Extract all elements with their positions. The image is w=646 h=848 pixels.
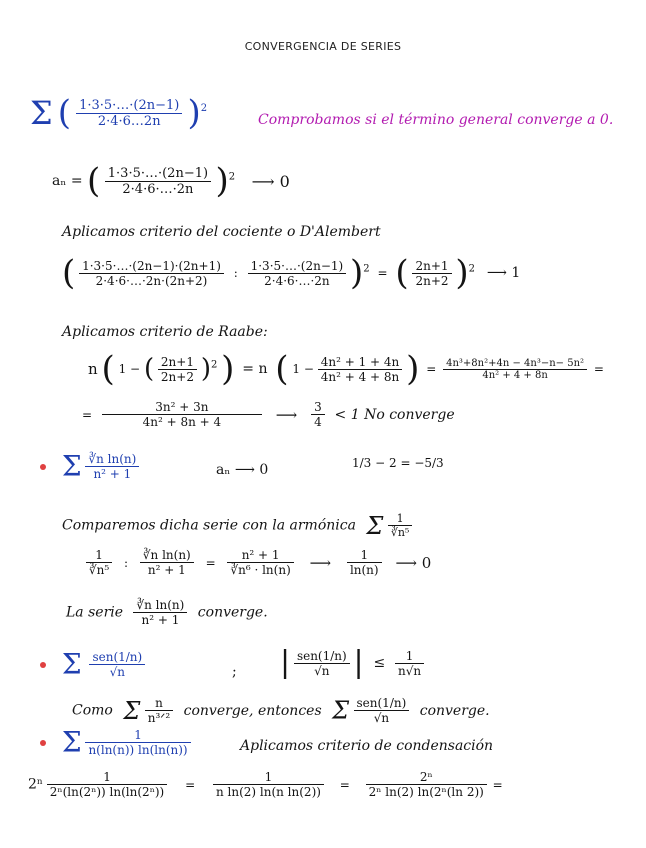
raabe-result-line: = $\frac{\text{3n² + 3n}}{\text{4n² + 8n + 4}}$ ⟶ $\frac{3}{4}$ < 1 No converge [82,400,455,429]
series-1: Σ ( $\frac{1\cdot 3\cdot 5\cdot\dots\cdot(2n-1)}{2\cdot 4\cdot 6\dots 2n}$ )$^2$ [30,93,208,133]
series-2: Σ $\frac{\text{∛n ln(n)}}{\text{n² + 1}}$ [40,452,139,481]
bullet-dot [40,464,46,470]
series-2-exponent-note: 1/3 − 2 = −5/3 [352,456,444,470]
note-converge-zero: Comprobamos si el término general converge a 0. [258,112,614,128]
conclusion-2: La serie $\frac{\text{∛n ln(n)}}{\text{n² + 1}}$ converge. [66,598,268,627]
bullet-dot [40,740,46,746]
series-1-fraction: $\frac{1\cdot 3\cdot 5\cdot\dots\cdot(2n-1)}{2\cdot 4\cdot 6\dots 2n}$ [76,98,182,129]
raabe-line: n ( 1 − ( $\frac{2n+1}{2n+2}$ )$^2$ ) = n ( 1 − $\frac{\text{4n² + 1 + 4n}}{\text{4n² + 4 + 8n}}$ ) = $\frac{\text{4n³+8n²+4n − 4n³−n− 5n²}}{\text{4n² + 4 + 8n}}$ = [88,349,604,389]
comparison-quotient: $\frac{1}{\text{∛n⁵}}$ : $\frac{\text{∛n ln(n)}}{\text{n² + 1}}$ = $\frac{\text{n² + 1}}{\text{∛n⁶ · ln(n)}}$ ⟶ $\frac{1}{\ln(n)}$ ⟶ 0 [86,548,431,577]
series-3: Σ $\frac{\text{sen(1/n)}}{√n}$ [40,650,145,679]
series-4: Σ $\frac{1}{n(\ln(n)) \ln(\ln(n))}$ [40,728,191,757]
series-2-an: aₙ ⟶ 0 [216,462,269,478]
cociente-line: ( $\frac{1\cdot 3\cdot 5\cdot\dots\cdot(2n-1)\cdot(2n+1)}{2\cdot 4\cdot 6\cdot\dots\cdot 2n\cdot(2n+2)}$ : $\frac{1\cdot 3\cdot 5\cdot\dots\cdot(2n-1)}{2\cdot 4\cdot 6\cdot\dots\cdot 2n}$ )$^2$ = ( $\frac{2n+1}{2n+2}$ )$^2$ ⟶ 1 [62,253,521,293]
sigma-symbol: Σ [30,94,53,132]
line-cociente: Aplicamos criterio del cociente o D'Alembert [62,224,381,240]
page-title: CONVERGENCIA DE SERIES [244,40,402,53]
conclusion-3: Como Σ $\frac{n}{\text{n³ᐟ²}}$ converge, entonces Σ $\frac{\text{sen(1/n)}}{√n}$ converge. [72,696,490,725]
condensation-line: 2ⁿ $\frac{1}{\text{2ⁿ(ln(2ⁿ)) ln(ln(2ⁿ))}}$ = $\frac{1}{\text{n ln(2) ln(n ln(2))}}$ = $\frac{\text{2ⁿ}}{\text{2ⁿ ln(2) ln(2ⁿ(ln 2))}}$ = [28,770,503,799]
an-limit-line: aₙ = ( $\frac{1\cdot 3\cdot 5\cdot\dots\cdot(2n-1)}{2\cdot 4\cdot 6\cdot\dots\cdot 2n}$ )$^2$ ⟶ 0 [52,161,290,201]
semicolon: ; [232,664,237,680]
bullet-dot [40,662,46,668]
compare-line: Comparemos dicha serie con la armónica Σ $\frac{1}{\text{∛n⁵}}$ [62,512,412,539]
inequality-3: | $\frac{\text{sen(1/n)}}{√n}$ | ≤ $\frac{1}{n√n}$ [280,648,424,678]
note-condensation: Aplicamos criterio de condensación [240,738,494,754]
line-raabe: Aplicamos criterio de Raabe: [62,324,268,340]
